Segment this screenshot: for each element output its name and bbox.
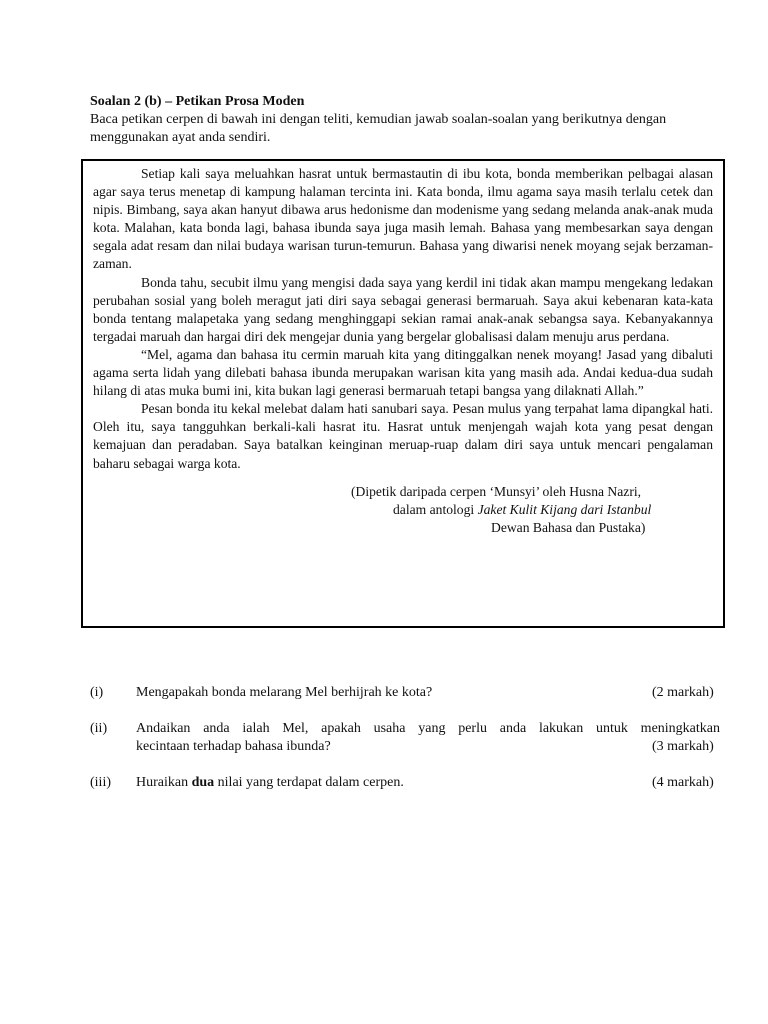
question-text: Huraikan dua nilai yang terdapat dalam cerpen.	[136, 775, 404, 790]
question-text: Mengapakah bonda melarang Mel berhijrah ke kota?	[136, 685, 433, 700]
citation-prefix: dalam antologi	[393, 502, 478, 517]
question-heading	[90, 93, 720, 147]
citation-line-1: (Dipetik daripada cerpen ‘Munsyi’ oleh Husna Nazri,	[351, 483, 642, 499]
question-number: (ii)	[90, 721, 108, 736]
citation-line-3: Dewan Bahasa dan Pustaka)	[491, 520, 646, 536]
citation	[93, 483, 713, 538]
question-list	[90, 684, 720, 810]
question-item	[90, 720, 720, 756]
passage-paragraph: Setiap kali saya meluahkan hasrat untuk bermastautin di ibu kota, bonda memberikan pelbagai alasan agar saya terus menetap di kampung halaman tercinta ini. Kata bonda, ilmu agama saya masih terlalu cetek dan nipis. Bimbang, saya akan hanyut dibawa arus hedonisme dan modenisme yang sedang melanda anak-anak muda kota. Malahan, kata bonda lagi, bahasa ibunda saya juga masih lemah. Bahasa yang membesarkan saya dengan segala adat resam dan nilai budaya warisan turun-temurun. Bahasa yang diwarisi nenek moyang sejak berzaman-zaman.	[93, 166, 713, 272]
passage-paragraph: “Mel, agama dan bahasa itu cermin maruah kita yang ditinggalkan nenek moyang! Jasad yang dibaluti agama serta lidah yang dilebati bahasa ibunda merupakan warisan kita yang masih ada. Andai kedua-dua sudah hilang di atas muka bumi ini, kita bukan lagi generasi bermaruah tetapi bangsa yang dilaknati Allah.”	[93, 346, 713, 399]
question-item	[90, 774, 720, 792]
passage-paragraph: Pesan bonda itu kekal melebat dalam hati sanubari saya. Pesan mulus yang terpahat lama dipangkal hati. Oleh itu, saya tangguhkan berkali-kali hasrat itu. Hasrat untuk menjengah wajah kota yang pesat dengan kemajuan dan peradaban. Saya batalkan keinginan meruap-ruap dalam diri saya untuk mencari pengalaman baharu sebagai warga kota.	[93, 401, 713, 471]
passage-paragraph: Bonda tahu, secubit ilmu yang mengisi dada saya yang kerdil ini tidak akan mampu mengekang ledakan perubahan sosial yang boleh meragut jati diri saya sebagai generasi bermaruah. Saya akui kebenaran kata-kata bonda tentang malapetaka yang sedang menghinggapi sekian ramai anak-anak sebangsa saya. Kebanyakannya tergadai maruah dan hargai diri dek mengejar dunia yang bergelar globalisasi dalam menuju arus perdana.	[93, 274, 713, 344]
question-number: (i)	[90, 685, 104, 700]
anthology-title: Jaket Kulit Kijang dari Istanbul	[477, 502, 652, 517]
citation-line-2	[93, 501, 713, 519]
question-text-cont: kecintaan terhadap bahasa ibunda?	[136, 739, 331, 754]
emphasis-word: dua	[191, 775, 215, 790]
passage-box	[81, 159, 725, 628]
question-marks: (4 markah)	[652, 775, 714, 790]
question-number: (iii)	[90, 775, 111, 790]
question-marks: (2 markah)	[652, 685, 714, 700]
question-item	[90, 684, 720, 702]
question-title: Soalan 2 (b) – Petikan Prosa Moden	[90, 94, 305, 109]
question-marks: (3 markah)	[652, 739, 714, 754]
question-instruction: Baca petikan cerpen di bawah ini dengan teliti, kemudian jawab soalan-soalan yang berikutnya dengan menggunakan ayat anda sendiri.	[90, 112, 667, 145]
passage-text	[93, 165, 713, 473]
question-text: Andaikan anda ialah Mel, apakah usaha yang perlu anda lakukan untuk meningkatkan	[136, 721, 720, 736]
